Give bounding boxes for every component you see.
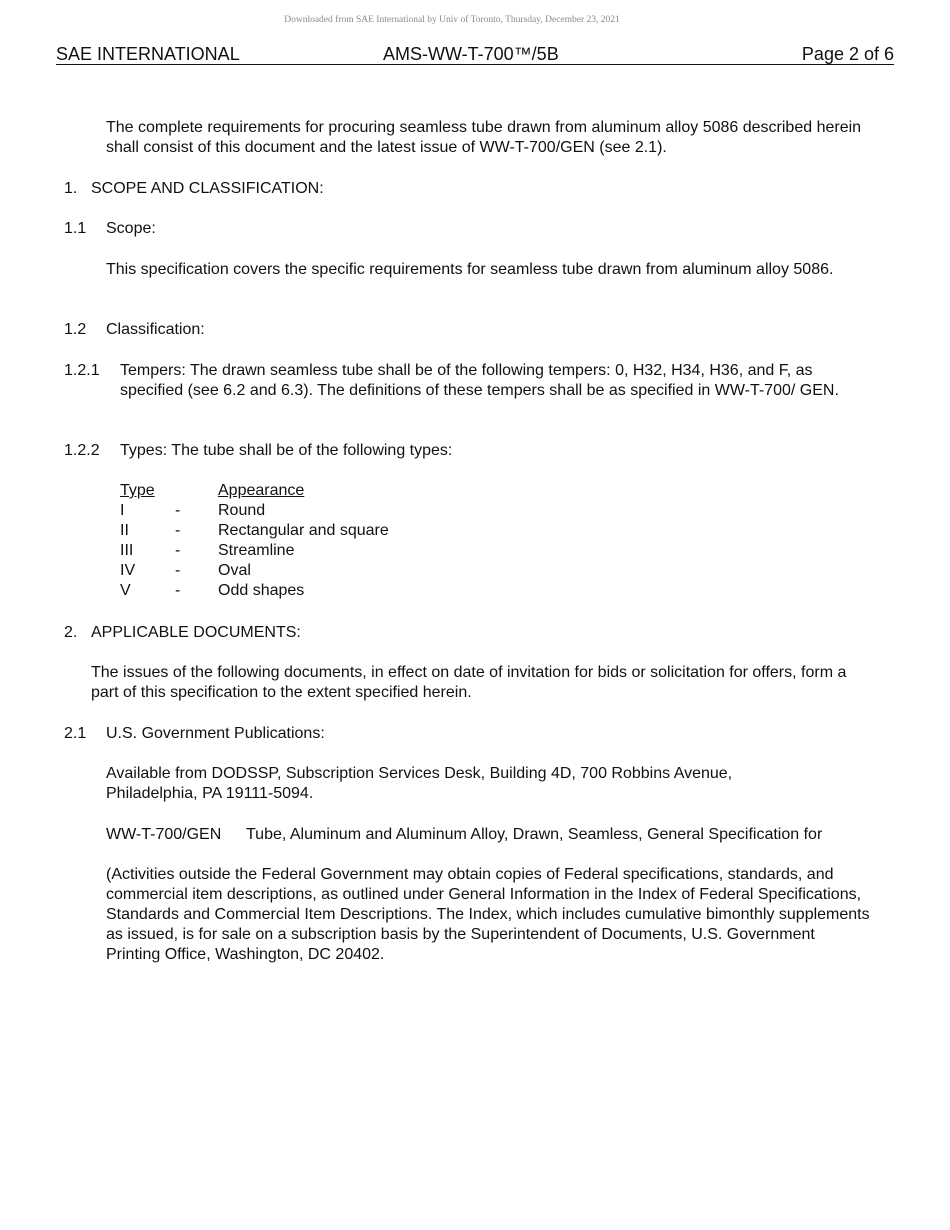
section-title: U.S. Government Publications: xyxy=(106,725,325,742)
section-number: 2. xyxy=(64,624,78,641)
section-title: APPLICABLE DOCUMENTS: xyxy=(91,624,301,641)
dash-cell: - xyxy=(175,522,181,539)
dash-cell: - xyxy=(175,502,181,519)
scope-paragraph: This specification covers the specific requirements for seamless tube drawn from aluminum alloy 5086. xyxy=(106,261,834,278)
download-watermark: Downloaded from SAE International by Univ of Toronto, Thursday, December 23, 2021 xyxy=(284,15,620,25)
appearance-cell: Oval xyxy=(218,562,251,579)
section-title: SCOPE AND CLASSIFICATION: xyxy=(91,180,324,197)
applicable-documents-paragraph: The issues of the following documents, in effect on date of invitation for bids or solicitation for offers, form a part of this specification to the extent specified herein. xyxy=(91,664,847,701)
header-organization: SAE INTERNATIONAL xyxy=(56,44,240,64)
column-header-type: Type xyxy=(120,482,155,499)
appearance-cell: Round xyxy=(218,502,266,519)
appearance-cell: Rectangular and square xyxy=(218,522,389,539)
section-number: 1. xyxy=(64,180,78,197)
section-number: 2.1 xyxy=(64,725,87,742)
type-cell: I xyxy=(120,502,125,519)
page-header xyxy=(56,44,894,65)
header-document-id: AMS-WW-T-700™/5B xyxy=(383,44,559,64)
type-cell: V xyxy=(120,582,131,599)
intro-paragraph: The complete requirements for procuring seamless tube drawn from aluminum alloy 5086 described herein shall consist of this document and the latest issue of WW-T-700/GEN (see 2.1). xyxy=(106,119,862,156)
dash-cell: - xyxy=(175,542,181,559)
appearance-cell: Odd shapes xyxy=(218,582,305,599)
federal-note-paragraph: (Activities outside the Federal Government may obtain copies of Federal specifications, standards, and commercial item descriptions, as outlined under General Information in the Index of Federal Specifications, Standards and Commercial Item Descriptions. The Index, which includes cumulative bimonthly supplements as issued, is for sale on a subscription basis by the Superintendent of Documents, U.S. Government Printing Office, Washington, DC 20402. xyxy=(106,866,870,963)
column-header-appearance: Appearance xyxy=(218,482,305,499)
section-number: 1.2.2 xyxy=(64,442,100,459)
tempers-paragraph: Tempers: The drawn seamless tube shall be of the following tempers: 0, H32, H34, H36, and F, as specified (see 6.2 and 6.3). The definitions of these tempers shall be as specified in WW-T-700/ GEN. xyxy=(120,362,839,399)
section-number: 1.1 xyxy=(64,220,87,237)
section-title: Classification: xyxy=(106,321,205,338)
reference-entry xyxy=(0,825,950,845)
section-number: 1.2.1 xyxy=(64,362,100,379)
section-number: 1.2 xyxy=(64,321,87,338)
header-page-number: Page 2 of 6 xyxy=(801,44,894,64)
types-intro: Types: The tube shall be of the following types: xyxy=(120,442,453,459)
section-title: Scope: xyxy=(106,220,156,237)
dash-cell: - xyxy=(175,562,181,579)
reference-id: WW-T-700/GEN xyxy=(106,826,222,843)
dash-cell: - xyxy=(175,582,181,599)
type-cell: III xyxy=(120,542,134,559)
appearance-cell: Streamline xyxy=(218,542,295,559)
type-cell: IV xyxy=(120,562,136,579)
reference-title: Tube, Aluminum and Aluminum Alloy, Drawn, Seamless, General Specification for xyxy=(246,826,823,843)
type-cell: II xyxy=(120,522,129,539)
availability-paragraph: Available from DODSSP, Subscription Services Desk, Building 4D, 700 Robbins Avenue, Philadelphia, PA 19111-5094. xyxy=(106,765,733,802)
